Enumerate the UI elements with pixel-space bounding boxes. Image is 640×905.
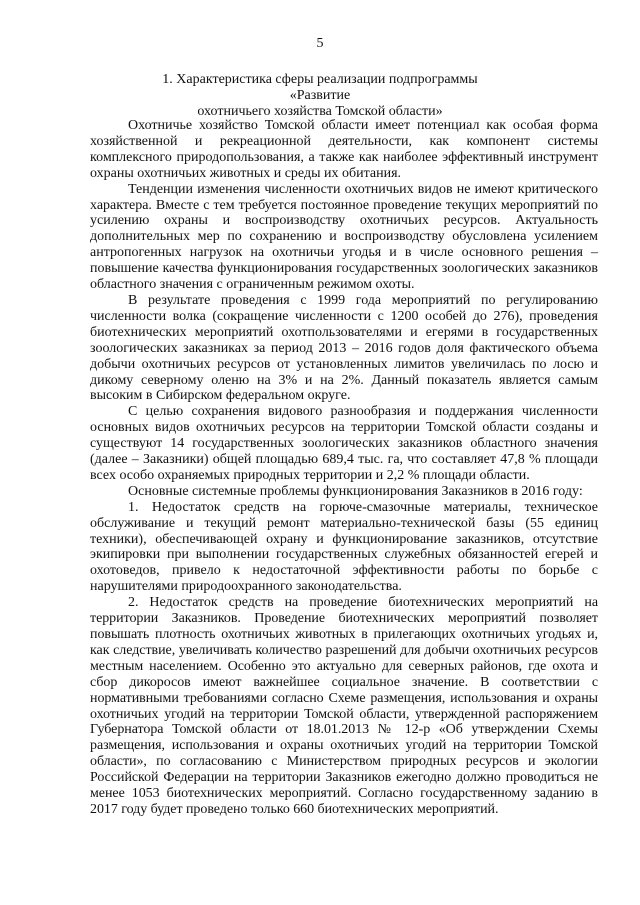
paragraph-hunting-economy: Охотничье хозяйство Томской области имеет потенциал как особая форма хозяйственной и рекреационной деятельности, как компонент системы комплексного природопользования, а также как наиболее эффективный инструмент охраны охотничьих животных и среды их обитания. xyxy=(90,118,598,181)
section-heading-line-1: 1. Характеристика сферы реализации подпрограммы «Развитие xyxy=(162,72,478,103)
paragraph-trends: Тенденции изменения численности охотничьих видов не имеют критического характера. Вместе с тем требуется постоянное проведение текущих мероприятий по усилению охраны и воспроизводству охотничьих ресурсов. Актуальность дополнительных мер по сохранению и воспроизводству обусловлена усилением антропогенных нагрузок на охотничьи угодья и в числе основного решения – повышение качества функционирования государственных зоологических заказников областного значения с ограниченным режимом охоты. xyxy=(90,181,598,293)
page-number: 5 xyxy=(316,36,324,51)
paragraph-problem-2: 2. Недостаток средств на проведение биотехнических мероприятий на территории Заказников. Проведение биотехнических мероприятий позволяет повышать плотность охотничьих животных в прилегающих охотничьих угодьях и, как следствие, увеличивать количество разрешений для добычи охотничьих ресурсов местным населением. Особенно это актуально для северных районов, где охота и сбор дикоросов имеют важнейшее социальное значение. В соответствии с нормативными требованиями согласно Схеме размещения, использования и охраны охотничьих угодий на территории Томской области, утвержденной распоряжением Губернатора Томской области от 18.01.2013 № 12-р «Об утверждении Схемы размещения, использования и охраны охотничьих угодий на территории Томской области», по согласованию с Министерством природных ресурсов и экологии Российской Федерации на территории Заказников ежегодно должно проводиться не менее 1053 биотехнических мероприятий. Согласно государственному заданию в 2017 году будет проведено только 660 биотехнических мероприятий. xyxy=(90,595,598,817)
paragraph-problem-1: 1. Недостаток средств на горюче-смазочные материалы, техническое обслуживание и текущий ремонт материально-технической базы (55 единиц техники), обеспечивающей охрану и функционирование заказников, отсутствие экипировки при выполнении государственных служебных обязанностей егерей и охотоведов, привело к недостаточной эффективности работы по борьбе с нарушителями природоохранного законодательства. xyxy=(90,499,598,595)
paragraph-problems-intro: Основные системные проблемы функционирования Заказников в 2016 году: xyxy=(128,483,583,499)
document-body xyxy=(90,118,598,818)
paragraph-reserves: С целью сохранения видового разнообразия и поддержания численности основных видов охотничьих ресурсов на территории Томской области созданы и существуют 14 государственных зоологических заказников областного значения (далее – Заказники) общей площадью 689,4 тыс. га, что составляет 47,8 % площади всех особо охраняемых природных территории и 2,2 % площади области. xyxy=(90,404,598,483)
section-heading-line-2: охотничьего хозяйства Томской области» xyxy=(197,104,443,119)
paragraph-results: В результате проведения с 1999 года мероприятий по регулированию численности волка (сокращение численности с 1200 особей до 276), проведения биотехнических мероприятий охотпользователями и егерями в государственных зоологических заказниках за период 2013 – 2016 годов доля фактического объема добычи охотничьих ресурсов от установленных лимитов увеличилась по лосю и дикому северному оленю на 3% и на 2%. Данный показатель является самым высоким в Сибирском федеральном округе. xyxy=(90,292,598,404)
section-heading xyxy=(150,72,490,120)
